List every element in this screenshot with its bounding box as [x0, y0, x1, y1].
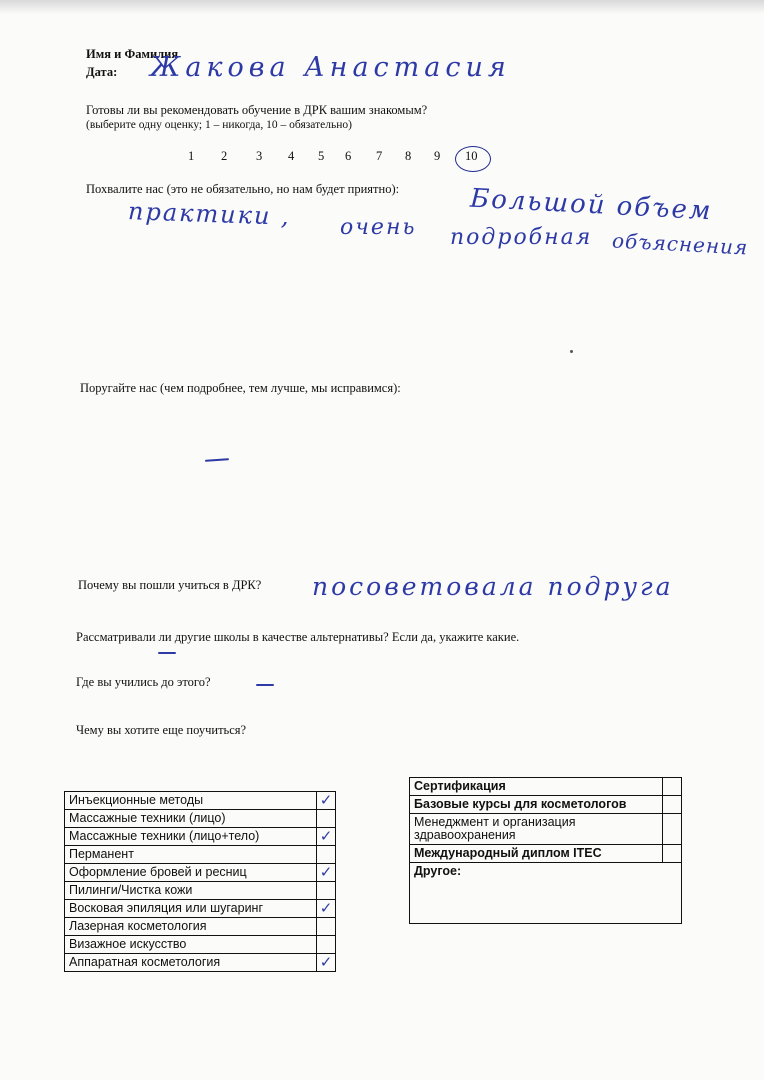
checkmark-icon: ✓ [319, 954, 333, 971]
course-row [410, 778, 682, 796]
course-label: Массажные техники (лицо+тело) [65, 828, 317, 846]
checkmark-icon: ✓ [319, 828, 333, 845]
course-row [65, 936, 336, 954]
praise-answer-line2-right: объяснения [611, 228, 749, 260]
course-row [65, 900, 336, 918]
alternatives-dash [158, 652, 176, 654]
rating-option-10[interactable]: 10 [465, 149, 478, 163]
name-handwritten: Жакова Анастасия [150, 52, 511, 83]
other-field[interactable] [410, 863, 682, 924]
course-row [65, 810, 336, 828]
course-checkbox[interactable] [663, 778, 682, 796]
course-row [65, 792, 336, 810]
course-row [65, 954, 336, 972]
other-row [410, 863, 682, 924]
selected-rating-circle [455, 146, 491, 172]
course-label: Менеджмент и организация здравоохранения [410, 814, 663, 845]
rating-scale [0, 149, 764, 167]
learn-more-question: Чему вы хотите еще поучиться? [76, 723, 247, 737]
course-row [65, 918, 336, 936]
checkmark-icon: ✓ [319, 864, 333, 881]
course-label: Визажное искусство [65, 936, 317, 954]
praise-question: Похвалите нас (это не обязательно, но нам будет приятно): [86, 182, 400, 196]
praise-answer-left: практики , [127, 197, 292, 231]
praise-answer-mid: очень [340, 215, 417, 240]
course-row [410, 845, 682, 863]
praise-answer-line2-mid: подробная [450, 225, 593, 250]
course-checkbox[interactable] [317, 846, 336, 864]
course-checkbox[interactable] [317, 936, 336, 954]
previous-dash [256, 684, 274, 686]
other-label: Другое: [414, 864, 462, 878]
course-checkbox[interactable] [317, 792, 336, 810]
criticize-question: Поругайте нас (чем подробнее, тем лучше, мы исправимся): [80, 381, 401, 395]
course-row [410, 814, 682, 845]
alternatives-question: Рассматривали ли другие школы в качестве альтернативы? Если да, укажите какие. [76, 630, 520, 644]
course-label: Базовые курсы для косметологов [410, 796, 663, 814]
course-checkbox[interactable] [663, 796, 682, 814]
course-label: Международный диплом ITEC [410, 845, 663, 863]
course-label: Аппаратная косметология [65, 954, 317, 972]
rating-option-6[interactable]: 6 [345, 149, 352, 163]
course-label: Восковая эпиляция или шугаринг [65, 900, 317, 918]
ink-dot [570, 350, 573, 353]
rating-option-4[interactable]: 4 [288, 149, 295, 163]
why-question: Почему вы пошли учиться в ДРК? [78, 578, 262, 592]
course-label: Перманент [65, 846, 317, 864]
name-label: Имя и Фамилия [86, 47, 179, 61]
course-checkbox[interactable] [317, 954, 336, 972]
checkmark-icon: ✓ [319, 792, 333, 809]
rating-option-5[interactable]: 5 [318, 149, 325, 163]
course-checkbox[interactable] [317, 810, 336, 828]
date-label: Дата: [86, 65, 118, 79]
recommend-hint: (выберите одну оценку; 1 – никогда, 10 – обязательно) [86, 119, 352, 131]
courses-right-table [409, 777, 682, 924]
rating-option-1[interactable]: 1 [188, 149, 195, 163]
rating-option-2[interactable]: 2 [221, 149, 228, 163]
course-checkbox[interactable] [317, 900, 336, 918]
course-label: Массажные техники (лицо) [65, 810, 317, 828]
course-checkbox[interactable] [317, 918, 336, 936]
courses-left-table [64, 791, 336, 972]
course-label: Инъекционные методы [65, 792, 317, 810]
course-row [65, 828, 336, 846]
course-row [410, 796, 682, 814]
recommend-question: Готовы ли вы рекомендовать обучение в ДРК вашим знакомым? [86, 103, 428, 117]
course-checkbox[interactable] [317, 882, 336, 900]
scan-edge [0, 0, 764, 14]
course-row [65, 846, 336, 864]
rating-option-7[interactable]: 7 [376, 149, 383, 163]
criticize-dash [205, 458, 229, 462]
why-answer: посоветовала подруга [312, 572, 674, 601]
rating-option-9[interactable]: 9 [434, 149, 441, 163]
course-checkbox[interactable] [663, 845, 682, 863]
checkmark-icon: ✓ [319, 900, 333, 917]
course-checkbox[interactable] [317, 864, 336, 882]
course-label: Пилинги/Чистка кожи [65, 882, 317, 900]
course-label: Оформление бровей и ресниц [65, 864, 317, 882]
course-label: Сертификация [410, 778, 663, 796]
course-row [65, 864, 336, 882]
rating-option-3[interactable]: 3 [256, 149, 263, 163]
previous-question: Где вы учились до этого? [76, 675, 211, 689]
praise-answer-right: Большой объем [469, 183, 714, 227]
course-checkbox[interactable] [663, 814, 682, 845]
course-label: Лазерная косметология [65, 918, 317, 936]
course-checkbox[interactable] [317, 828, 336, 846]
rating-option-8[interactable]: 8 [405, 149, 412, 163]
course-row [65, 882, 336, 900]
